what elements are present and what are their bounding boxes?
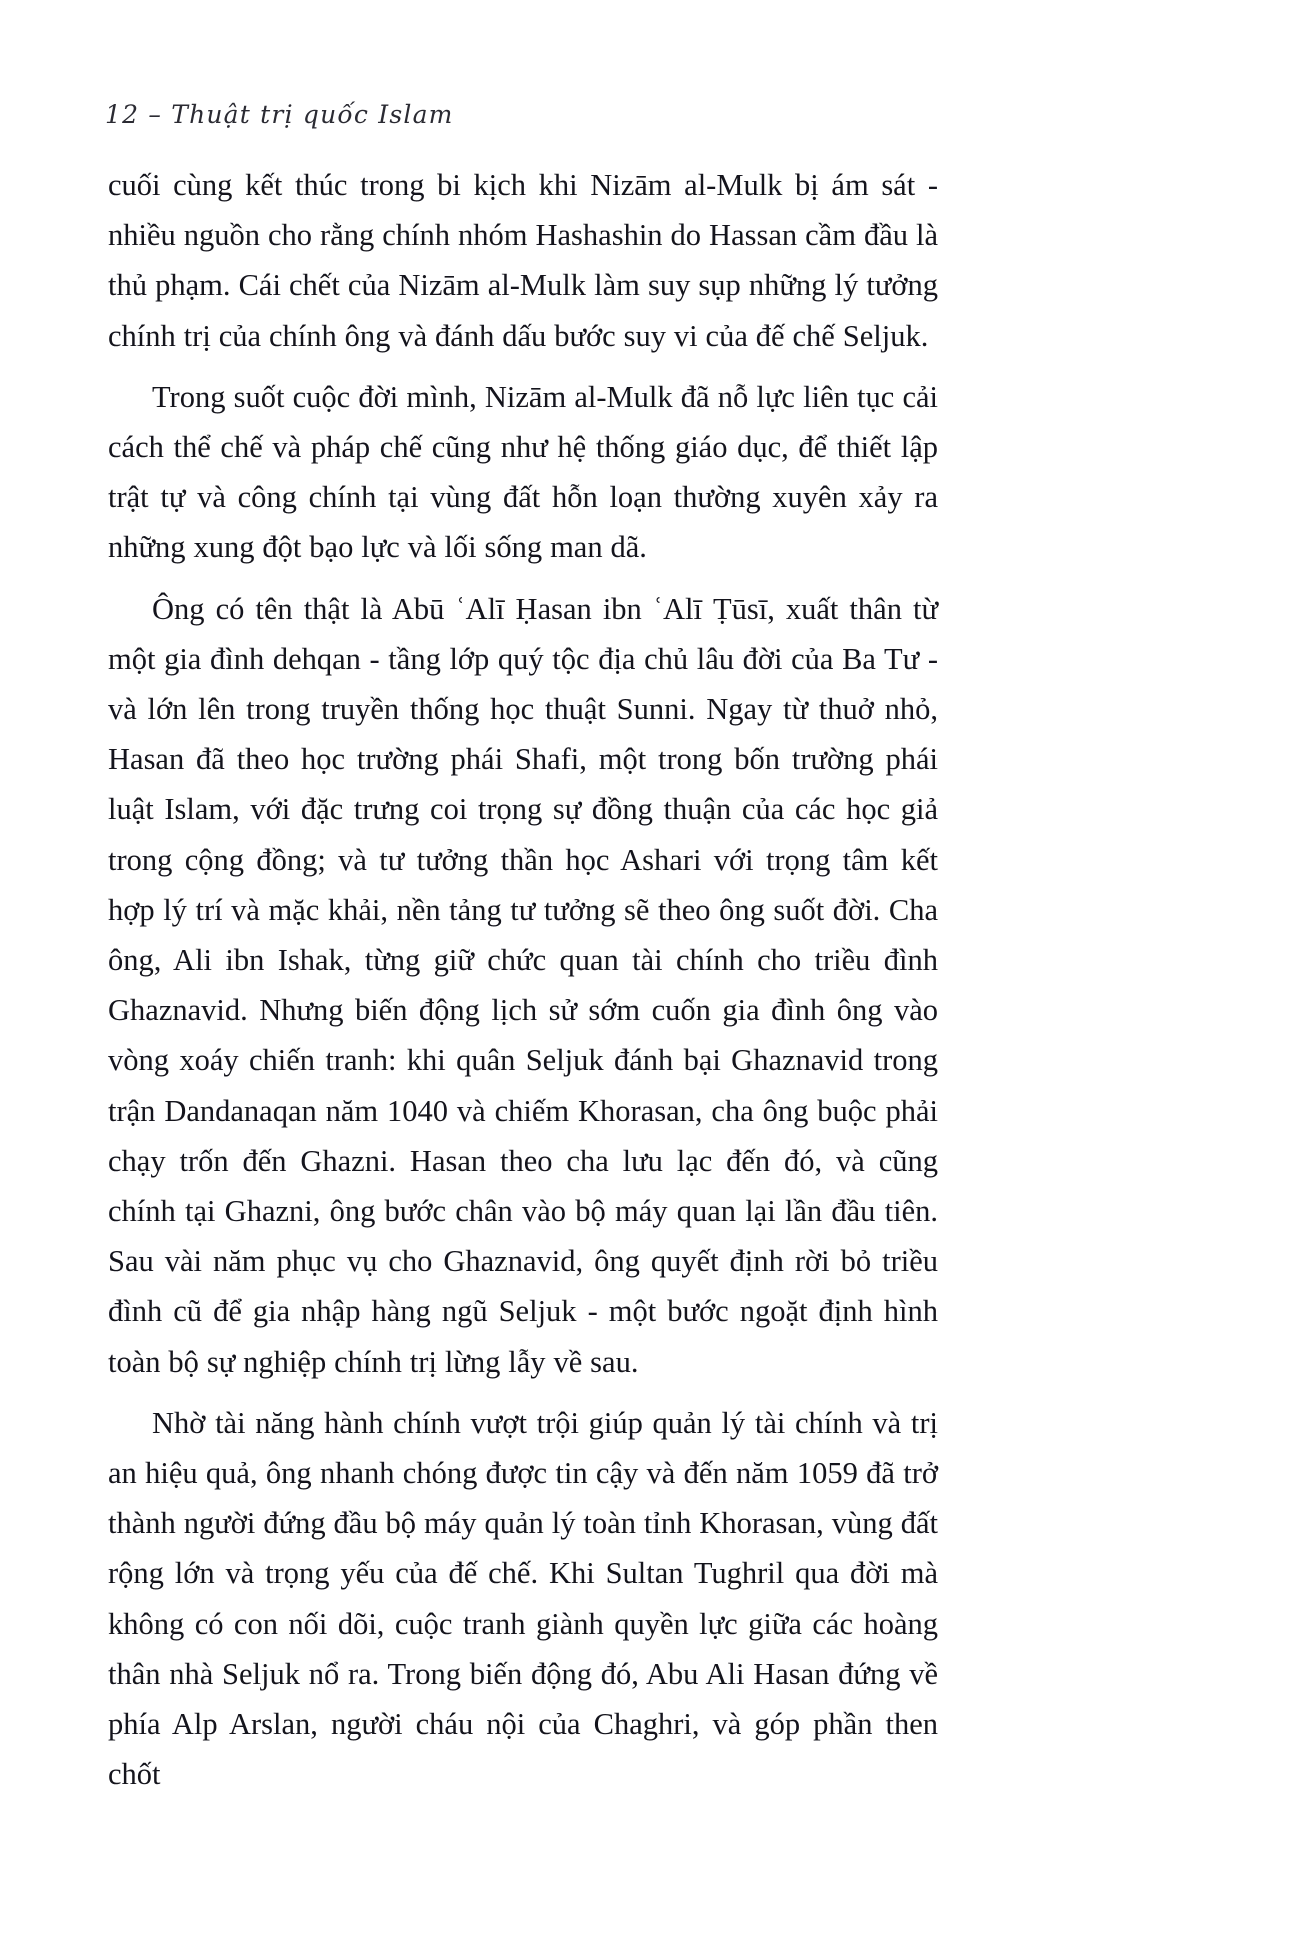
body-text-column [108, 160, 938, 1800]
running-header: 12 – Thuật trị quốc Islam [105, 100, 454, 129]
paragraph-career: Nhờ tài năng hành chính vượt trội giúp quản lý tài chính và trị an hiệu quả, ông nhanh chóng được tin cậy và đến năm 1059 đã trở thành người đứng đầu bộ máy quản lý toàn tỉnh Khorasan, vùng đất rộng lớn và trọng yếu của đế chế. Khi Sultan Tughril qua đời mà không có con nối dõi, cuộc tranh giành quyền lực giữa các hoàng thân nhà Seljuk nổ ra. Trong biến động đó, Abu Ali Hasan đứng về phía Alp Arslan, người cháu nội của Chaghri, và góp phần then chốt [108, 1405, 938, 1792]
paragraph-continuation: cuối cùng kết thúc trong bi kịch khi Nizām al-Mulk bị ám sát - nhiều nguồn cho rằng chính nhóm Hashashin do Hassan cầm đầu là thủ phạm. Cái chết của Nizām al-Mulk làm suy sụp những lý tưởng chính trị của chính ông và đánh dấu bước suy vi của đế chế Seljuk. [108, 168, 938, 353]
paragraph-origins: Ông có tên thật là Abū ʿAlī Ḥasan ibn ʿAlī Ṭūsī, xuất thân từ một gia đình dehqan - tầng lớp quý tộc địa chủ lâu đời của Ba Tư - và lớn lên trong truyền thống học thuật Sunni. Ngay từ thuở nhỏ, Hasan đã theo học trường phái Shafi, một trong bốn trường phái luật Islam, với đặc trưng coi trọng sự đồng thuận của các học giả trong cộng đồng; và tư tưởng thần học Ashari với trọng tâm kết hợp lý trí và mặc khải, nền tảng tư tưởng sẽ theo ông suốt đời. Cha ông, Ali ibn Ishak, từng giữ chức quan tài chính cho triều đình Ghaznavid. Nhưng biến động lịch sử sớm cuốn gia đình ông vào vòng xoáy chiến tranh: khi quân Seljuk đánh bại Ghaznavid trong trận Dandanaqan năm 1040 và chiếm Khorasan, cha ông buộc phải chạy trốn đến Ghazni. Hasan theo cha lưu lạc đến đó, và cũng chính tại Ghazni, ông bước chân vào bộ máy quan lại lần đầu tiên. Sau vài năm phục vụ cho Ghaznavid, ông quyết định rời bỏ triều đình cũ để gia nhập hàng ngũ Seljuk - một bước ngoặt định hình toàn bộ sự nghiệp chính trị lừng lẫy về sau. [108, 591, 938, 1379]
paragraph-reforms: Trong suốt cuộc đời mình, Nizām al-Mulk đã nỗ lực liên tục cải cách thể chế và pháp chế cũng như hệ thống giáo dục, để thiết lập trật tự và công chính tại vùng đất hỗn loạn thường xuyên xảy ra những xung đột bạo lực và lối sống man dã. [108, 379, 938, 565]
